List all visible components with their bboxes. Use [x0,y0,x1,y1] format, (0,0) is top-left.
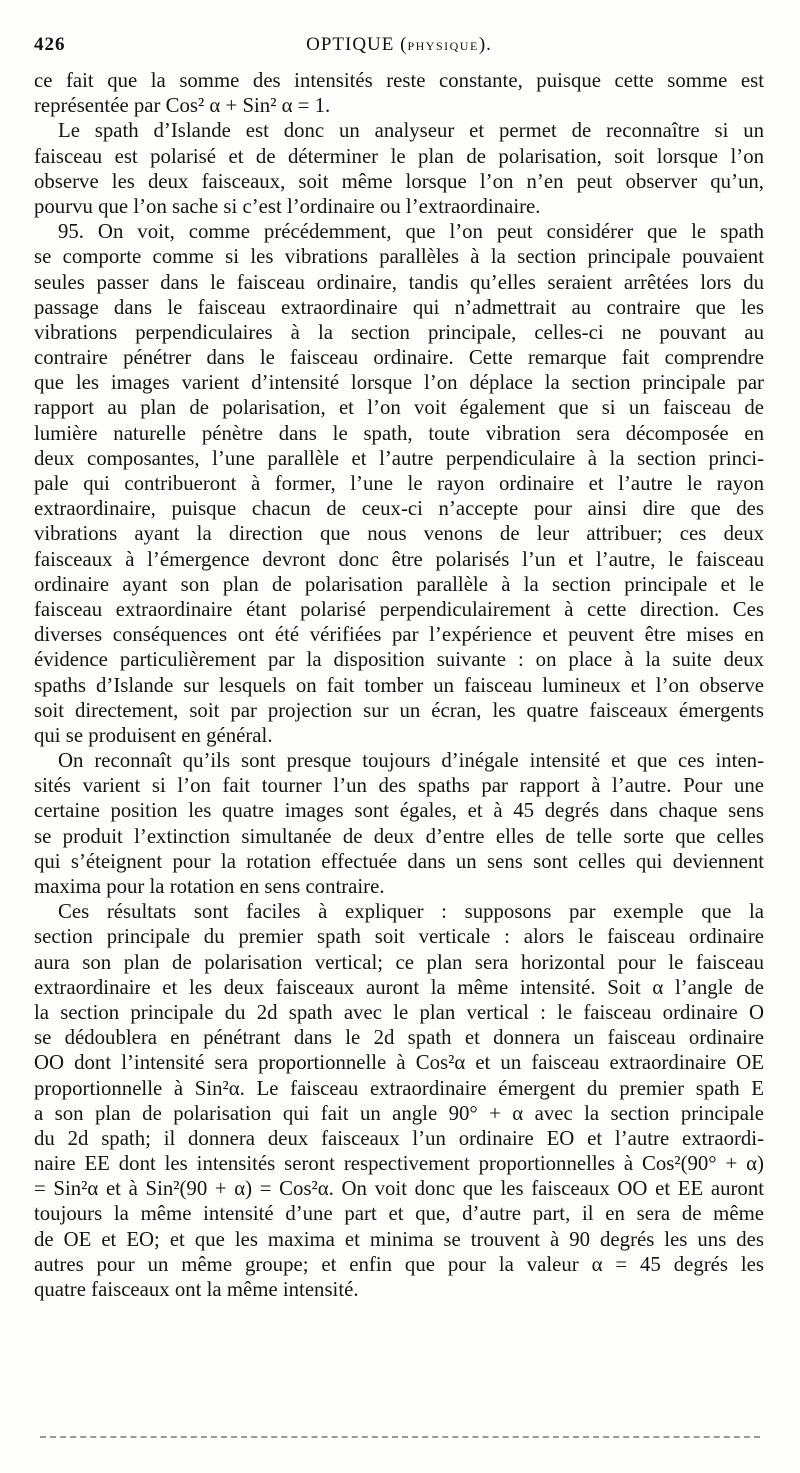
text-line: a son plan de polarisation qui fait un angle 90° + α avec la section principale [34,1101,764,1125]
text-line: faisceaux à l’émergence devront donc être polarisés l’un et l’autre, le faisceau [34,547,764,571]
text-line: vibrations perpendiculaires à la section principale, celles-ci ne pouvant au [34,320,764,344]
text-line: extraordinaire et les deux faisceaux auront la même intensité. Soit α l’angle de [34,975,764,999]
text-line: la section principale du 2d spath avec le plan vertical : le faisceau ordinaire O [34,1000,764,1024]
text-line: pourvu que l’on sache si c’est l’ordinaire ou l’extraordinaire. [34,194,541,218]
text-line: spaths d’Islande sur lesquels on fait tomber un faisceau lumineux et l’on observe [34,673,764,697]
text-line: seules passer dans le faisceau ordinaire, tandis qu’elles seraient arrêtées lors du [34,270,764,294]
text-line: certaine position les quatre images sont égales, et à 45 degrés dans chaque sens [34,799,764,823]
body-text [34,68,764,1302]
text-line: qui se produisent en général. [34,723,273,747]
text-line: se dédoublera en pénétrant dans le 2d spath et donnera un faisceau ordinaire [34,1026,764,1050]
text-line: diverses conséquences ont été vérifiées par l’expérience et peuvent être mises en [34,623,764,647]
text-line: faisceau extraordinaire étant polarisé perpendiculairement à cette direction. Ces [34,597,764,621]
text-line: rapport au plan de polarisation, et l’on voit également que si un faisceau de [34,396,764,420]
text-line: observe les deux faisceaux, soit même lorsque l’on n’en peut observer qu’un, [34,169,764,193]
text-line: évidence particulièrement par la disposition suivante : on place à la suite deux [34,648,764,672]
text-line: du 2d spath; il donnera deux faisceaux l’un ordinaire EO et l’autre extraordi- [34,1126,764,1150]
footer-divider [40,1436,760,1438]
text-line: passage dans le faisceau extraordinaire qui n’admettrait au contraire que les [34,295,764,319]
text-line: se comporte comme si les vibrations parallèles à la section principale pouvaient [34,245,764,269]
text-line: On reconnaît qu’ils sont presque toujours d’inégale intensité et que ces inten- [58,749,764,773]
running-title-main: OPTIQUE ( [306,34,408,55]
text-line: OO dont l’intensité sera proportionnelle à Cos²α et un faisceau extraordinaire OE [34,1051,764,1075]
text-line: autres pour un même groupe; et enfin que pour la valeur α = 45 degrés les [34,1252,764,1276]
text-line: Le spath d’Islande est donc un analyseur et permet de reconnaître si un [58,119,764,143]
text-line: pale qui contribueront à former, l’une le rayon ordinaire et l’autre le rayon [34,472,764,495]
text-line: se produit l’extinction simultanée de deux d’entre elles de telle sorte que celles [34,824,764,848]
text-line: qui s’éteignent pour la rotation effectuée dans un sens sont celles qui deviennent [34,849,764,873]
text-line: Ces résultats sont faciles à expliquer : supposons par exemple que la [58,900,764,924]
text-line: sités varient si l’on fait tourner l’un des spaths par rapport à l’autre. Pour une [34,774,764,798]
text-line: de OE et EO; et que les maxima et minima se trouvent à 90 degrés les uns des [34,1227,764,1251]
text-line: lumière naturelle pénètre dans le spath, toute vibration sera décomposée en [34,421,764,445]
text-line: ce fait que la somme des intensités reste constante, puisque cette somme est [34,69,764,92]
text-line: maxima pour la rotation en sens contraire. [34,875,385,898]
page-number: 426 [34,34,66,55]
text-line: que les images varient d’intensité lorsque l’on déplace la section principale par [34,371,764,395]
page-header [34,34,764,60]
running-title-smallcaps: PHYSIQUE [407,39,479,53]
text-line: naire EE dont les intensités seront respectivement proportionnelles à Cos²(90° + α) [34,1152,764,1176]
running-title [34,34,764,56]
text-line: soit directement, soit par projection sur un écran, les quatre faisceaux émergents [34,698,764,722]
text-line: section principale du premier spath soit verticale : alors le faisceau ordinaire [34,925,764,949]
text-line: représentée par Cos² α + Sin² α = 1. [34,94,331,118]
text-line: proportionnelle à Sin²α. Le faisceau extraordinaire émergent du premier spath E [34,1076,764,1100]
text-line: ordinaire ayant son plan de polarisation parallèle à la section principale et le [34,572,764,596]
text-line: quatre faisceaux ont la même intensité. [34,1278,359,1301]
text-line: aura son plan de polarisation vertical; ce plan sera horizontal pour le faisceau [34,950,764,974]
text-line: = Sin²α et à Sin²(90 + α) = Cos²α. On voit donc que les faisceaux OO et EE auront [34,1177,764,1201]
text-line: vibrations ayant la direction que nous venons de leur attribuer; ces deux [34,522,764,546]
text-line: faisceau est polarisé et de déterminer le plan de polarisation, soit lorsque l’on [34,144,764,168]
text-line: deux composantes, l’une parallèle et l’autre perpendiculaire à la section princi- [34,446,764,470]
text-line: extraordinaire, puisque chacun de ceux-ci n’accepte pour ainsi dire que des [34,497,764,521]
text-line: contraire pénétrer dans le faisceau ordinaire. Cette remarque fait comprendre [34,346,764,370]
running-title-end: ). [478,34,492,55]
text-line: 95. On voit, comme précédemment, que l’on peut considérer que le spath [58,220,764,244]
text-line: toujours la même intensité d’une part et que, d’autre part, il en sera de même [34,1202,764,1226]
